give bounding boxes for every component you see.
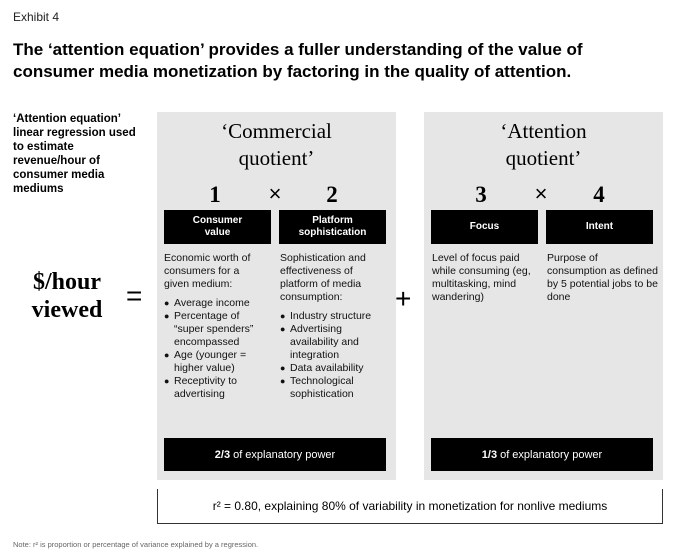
commercial-power-text: of explanatory power bbox=[233, 448, 336, 461]
bullet-item: ● Advertising availability and integration bbox=[280, 323, 375, 362]
commercial-quotient-title bbox=[157, 118, 396, 172]
commercial-title-line2: quotient’ bbox=[238, 146, 315, 170]
intent-description: Purpose of consumption as defined by 5 potential jobs to be done bbox=[547, 252, 658, 303]
consumer-value-box: Consumer value bbox=[164, 210, 271, 244]
attention-explanatory-power-bar bbox=[431, 438, 653, 471]
factor-number-1: 1 bbox=[209, 182, 221, 207]
bullet-item: ● Percentage of “super spenders” encompassed bbox=[164, 310, 269, 349]
factor-number-3: 3 bbox=[475, 182, 487, 207]
bullet-item: ● Technological sophistication bbox=[280, 375, 375, 401]
bullet-item: ● Data availability bbox=[280, 362, 388, 375]
platform-sophistication-box: Platform sophistication bbox=[279, 210, 386, 244]
consumer-value-bullets bbox=[164, 297, 274, 401]
factor-number-4: 4 bbox=[593, 182, 605, 207]
commercial-explanatory-power-bar bbox=[164, 438, 386, 471]
plus-sign: + bbox=[395, 283, 412, 314]
factor-number-2: 2 bbox=[326, 182, 338, 207]
r-squared-bracket bbox=[157, 489, 663, 524]
platform-sophistication-bullets bbox=[280, 310, 388, 401]
attention-power-value: 1/3 bbox=[481, 448, 498, 461]
bullet-item: ● Receptivity to advertising bbox=[164, 375, 259, 401]
focus-box: Focus bbox=[431, 210, 538, 244]
multiply-sign: × bbox=[534, 181, 548, 206]
focus-description: Level of focus paid while consuming (eg, multitasking, mind wandering) bbox=[432, 252, 531, 303]
commercial-power-value: 2/3 bbox=[214, 448, 231, 461]
platform-sophistication-description: Sophistication and effectiveness of platform of media consumption: bbox=[280, 252, 366, 303]
lhs-line1: $/hour bbox=[32, 269, 101, 295]
r-squared-text: r² = 0.80, explaining 80% of variability in monetization for nonlive mediums bbox=[212, 499, 608, 513]
consumer-value-column bbox=[164, 252, 274, 401]
dollars-per-hour-label bbox=[14, 268, 120, 324]
consumer-value-description: Economic worth of consumers for a given medium: bbox=[164, 252, 251, 290]
platform-sophistication-column bbox=[280, 252, 388, 401]
bullet-item: ● Average income bbox=[164, 297, 274, 310]
exhibit-label: Exhibit 4 bbox=[13, 10, 60, 24]
side-note: ‘Attention equation’ linear regression used to estimate revenue/hour of consumer media mediums bbox=[13, 113, 136, 195]
commercial-title-line1: ‘Commercial bbox=[221, 119, 332, 143]
multiply-sign: × bbox=[268, 181, 282, 206]
lhs-line2: viewed bbox=[31, 297, 103, 323]
attention-title-line2: quotient’ bbox=[505, 146, 582, 170]
bullet-item: ● Industry structure bbox=[280, 310, 388, 323]
footnote: Note: r² is proportion or percentage of variance explained by a regression. bbox=[13, 540, 259, 549]
attention-quotient-title bbox=[424, 118, 663, 172]
attention-power-text: of explanatory power bbox=[500, 448, 603, 461]
equals-sign: = bbox=[126, 280, 143, 311]
page-title: The ‘attention equation’ provides a fuller understanding of the value of consumer media monetization by factoring in the quality of attention. bbox=[13, 40, 583, 81]
intent-box: Intent bbox=[546, 210, 653, 244]
attention-title-line1: ‘Attention bbox=[500, 119, 587, 143]
bullet-item: ● Age (younger = higher value) bbox=[164, 349, 269, 375]
